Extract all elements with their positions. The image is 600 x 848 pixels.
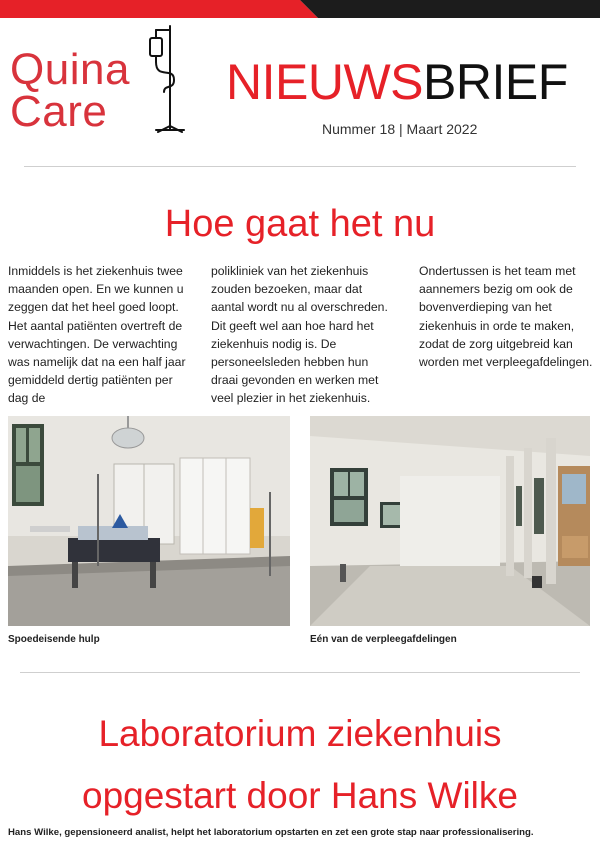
article-lede: Hans Wilke, gepensioneerd analist, helpt het laboratorium opstarten en zet een grote stap naar professionalisering.: [8, 827, 534, 838]
article-heading-laboratory: [0, 703, 600, 827]
photo-ward: [310, 416, 590, 626]
heading-line-2: opgestart door Hans Wilke: [82, 775, 518, 816]
photo-caption-ward: Eén van de verpleegafdelingen: [310, 634, 457, 645]
divider: [24, 166, 576, 167]
logo-text-care: Care: [10, 87, 108, 136]
title-nieuws: NIEUWS: [226, 54, 423, 110]
divider: [20, 672, 580, 673]
article-column-2: polikliniek van het ziekenhuis zouden bezoeken, maar dat aantal wordt nu al overschreden. Dit geeft wel aan hoe hard het ziekenhuis nodig is. De personeelsleden hebben hun draai gevonden en werken met veel plezier in het ziekenhuis.: [211, 264, 388, 406]
quinacare-logo: [10, 38, 190, 138]
logo-text-quina: Quina: [10, 45, 130, 94]
photo-emergency-room: [8, 416, 290, 626]
newsletter-title: [226, 56, 568, 108]
issue-number: Nummer 18 | Maart 2022: [322, 121, 478, 137]
article-heading: Hoe gaat het nu: [164, 203, 436, 245]
iv-drip-stand-icon: [144, 24, 194, 136]
photo-caption-emergency: Spoedeisende hulp: [8, 634, 100, 645]
title-brief: BRIEF: [423, 54, 568, 110]
article-column-3: Ondertussen is het team met aannemers bezig om ook de bovenverdieping van het ziekenhuis in orde te maken, zodat de zorg uitgebreid kan worden met verpleegafdelingen.: [419, 264, 593, 370]
article-column-1: Inmiddels is het ziekenhuis twee maanden open. En we kunnen u zeggen dat het heel goed loopt. Het aantal patiënten overtreft de verwachtingen. De verwachting was namelijk dat na een half jaar gemiddeld dertig patiënten per dag de: [8, 264, 186, 406]
heading-line-1: Laboratorium ziekenhuis: [98, 713, 502, 754]
